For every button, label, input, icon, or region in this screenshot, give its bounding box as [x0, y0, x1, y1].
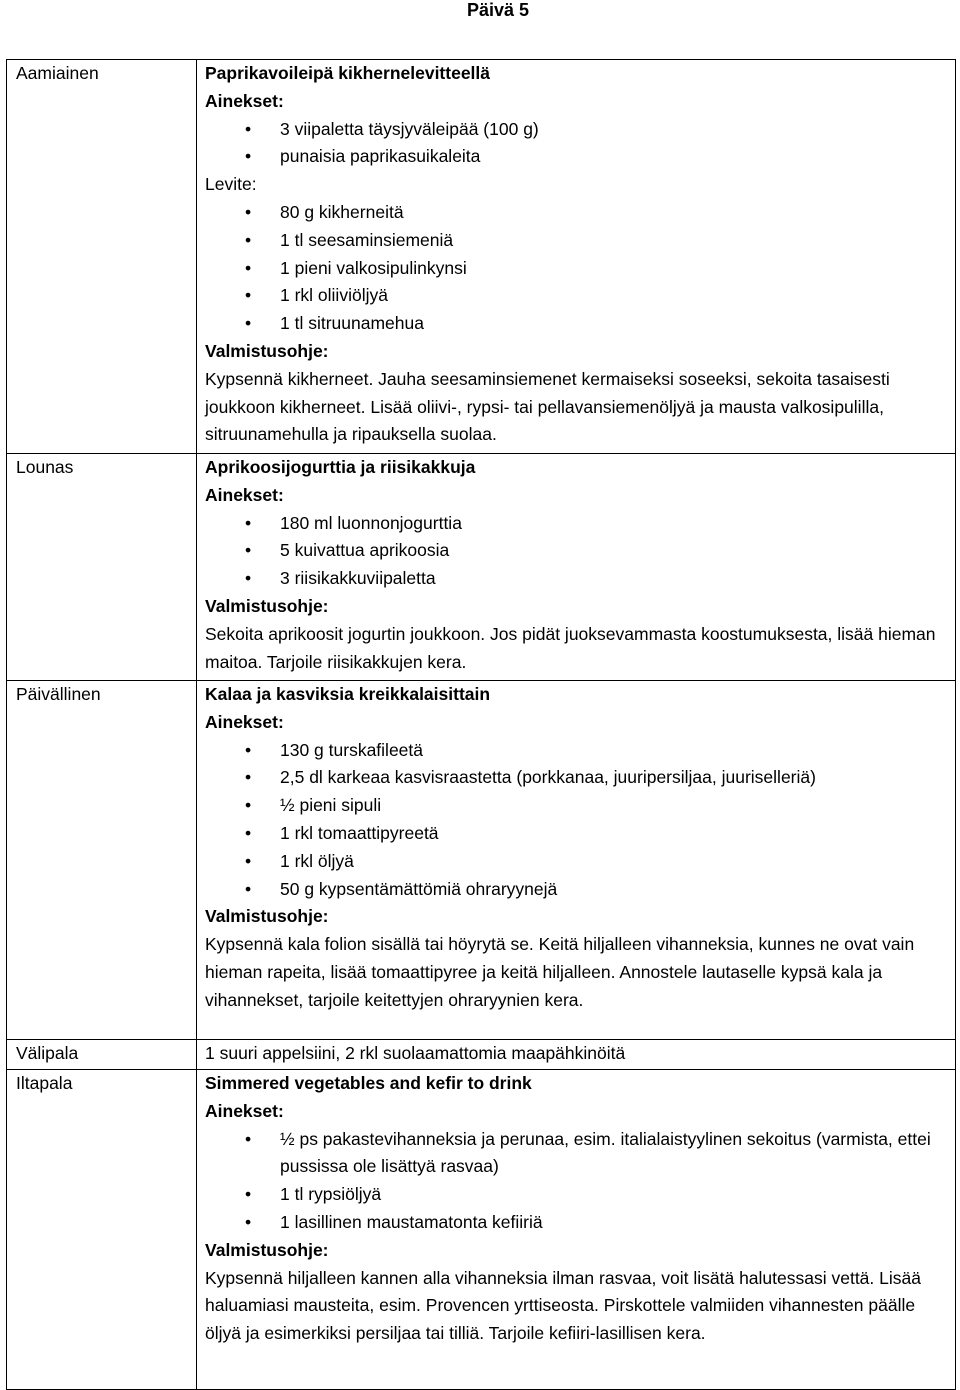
bullet-icon: •: [245, 878, 252, 899]
ingredient-text: 1 tl sitruunamehua: [280, 313, 424, 334]
list-item: [205, 255, 949, 283]
bullet-icon: •: [245, 822, 252, 843]
list-item: [205, 848, 949, 876]
method-label: Valmistusohje:: [205, 595, 329, 616]
meal-name: Iltapala: [7, 1070, 197, 1390]
list-item: [205, 764, 949, 792]
method-text: Kypsennä kikherneet. Jauha seesaminsiemenet kermaiseksi soseeksi, sekoita tasaisesti joukkoon kikherneet. Lisää oliivi-, rypsi- tai pellavansiemenöljyä ja mausta valkosipulilla, sitruunamehulla ja ripauksella suolaa.: [205, 368, 890, 445]
ingredient-text: 80 g kikherneitä: [280, 201, 404, 222]
bullet-icon: •: [245, 739, 252, 760]
bullet-icon: •: [245, 568, 252, 589]
list-item: [205, 1126, 949, 1182]
meal-row-evening-snack: [7, 1070, 956, 1390]
ingredient-list: [205, 116, 949, 172]
list-item: [205, 565, 949, 593]
ingredient-text: 3 viipaletta täysjyväleipää (100 g): [280, 118, 539, 139]
recipe-title: Paprikavoileipä kikhernelevitteellä: [205, 63, 491, 83]
list-item: [205, 510, 949, 538]
list-item: [205, 792, 949, 820]
meal-name: Aamiainen: [7, 60, 197, 454]
ingredients-label: Ainekset:: [205, 711, 284, 732]
method-label: Valmistusohje:: [205, 906, 329, 927]
list-item: [205, 199, 949, 227]
ingredient-list: [205, 1126, 949, 1237]
ingredient-text: 2,5 dl karkeaa kasvisraastetta (porkkanaa, juuripersiljaa, juuriselleriä): [280, 767, 816, 788]
bullet-icon: •: [245, 313, 252, 334]
meal-name: Lounas: [7, 454, 197, 681]
ingredient-text: 180 ml luonnonjogurttia: [280, 512, 462, 533]
bullet-icon: •: [245, 1184, 252, 1205]
spread-list: [205, 199, 949, 338]
ingredient-text: 130 g turskafileetä: [280, 739, 424, 760]
list-item: [205, 876, 949, 904]
bullet-icon: •: [245, 257, 252, 278]
method-text: Sekoita aprikoosit jogurtin joukkoon. Jos pidät juoksevammasta koostumuksesta, lisää hieman maitoa. Tarjoile riisikakkujen kera.: [205, 623, 936, 672]
ingredient-list: [205, 510, 949, 593]
list-item: [205, 1181, 949, 1209]
bullet-icon: •: [245, 285, 252, 306]
bullet-icon: •: [245, 767, 252, 788]
recipe-title: Kalaa ja kasviksia kreikkalaisittain: [205, 684, 491, 704]
recipe-title: Simmered vegetables and kefir to drink: [205, 1073, 532, 1093]
ingredients-label: Ainekset:: [205, 484, 284, 505]
ingredient-text: ½ ps pakastevihanneksia ja perunaa, esim. italialaistyylinen sekoitus (varmista, ettei pussissa ole lisättyä rasvaa): [280, 1128, 931, 1177]
list-item: [205, 1209, 949, 1237]
meal-content: [197, 1040, 956, 1070]
method-text: Kypsennä kala folion sisällä tai höyrytä se. Keitä hiljalleen vihanneksia, kunnes ne ovat vain hieman rapeita, lisää tomaattipyree ja keitä hiljalleen. Annostele lautaselle kypsä kala ja vihannekset, tarjoile keitettyjen ohraryynien kera.: [205, 934, 915, 1010]
meal-content: [197, 454, 956, 681]
ingredient-text: 1 lasillinen maustamatonta kefiiriä: [280, 1211, 543, 1232]
list-item: [205, 737, 949, 765]
ingredient-list: [205, 737, 949, 904]
meal-row-breakfast: [7, 60, 956, 454]
meal-name: Välipala: [7, 1040, 197, 1070]
method-label: Valmistusohje:: [205, 340, 329, 361]
bullet-icon: •: [245, 229, 252, 250]
meal-content: [197, 1070, 956, 1390]
ingredient-text: 1 rkl oliiviöljyä: [280, 285, 388, 306]
ingredient-text: 50 g kypsentämättömiä ohraryynejä: [280, 878, 558, 899]
meal-row-snack: [7, 1040, 956, 1070]
ingredient-text: 5 kuivattua aprikoosia: [280, 540, 450, 561]
bullet-icon: •: [245, 118, 252, 139]
spread-label: Levite:: [205, 174, 257, 195]
meal-content: [197, 60, 956, 454]
bullet-icon: •: [245, 201, 252, 222]
ingredient-text: 1 tl seesaminsiemeniä: [280, 229, 454, 250]
ingredient-text: 1 tl rypsiöljyä: [280, 1184, 382, 1205]
meal-name: Päivällinen: [7, 681, 197, 1040]
bullet-icon: •: [245, 850, 252, 871]
meal-content: [197, 681, 956, 1040]
page-title: Päivä 5: [466, 0, 530, 20]
list-item: [205, 143, 949, 171]
bullet-icon: •: [245, 146, 252, 167]
ingredient-text: 1 rkl öljyä: [280, 850, 354, 871]
ingredients-label: Ainekset:: [205, 90, 284, 111]
list-item: [205, 116, 949, 144]
ingredient-text: ½ pieni sipuli: [280, 795, 382, 816]
method-text: Kypsennä hiljalleen kannen alla vihanneksia ilman rasvaa, voit lisätä halutessasi vettä. Lisää haluamiasi mausteita, esim. Provencen yrttiseosta. Pirskottele valmiiden vihannesten päälle öljyä ja esimerkiksi persiljaa tai tilliä. Tarjoile kefiiri-lasillisen kera.: [205, 1267, 921, 1344]
bullet-icon: •: [245, 512, 252, 533]
recipe-title: Aprikoosijogurttia ja riisikakkuja: [205, 457, 476, 477]
ingredient-text: 1 pieni valkosipulinkynsi: [280, 257, 467, 278]
method-label: Valmistusohje:: [205, 1239, 329, 1260]
bullet-icon: •: [245, 540, 252, 561]
ingredient-text: 1 rkl tomaattipyreetä: [280, 822, 439, 843]
list-item: [205, 820, 949, 848]
list-item: [205, 282, 949, 310]
meal-row-dinner: [7, 681, 956, 1040]
bullet-icon: •: [245, 1211, 252, 1232]
meal-row-lunch: [7, 454, 956, 681]
snack-text: 1 suuri appelsiini, 2 rkl suolaamattomia maapähkinöitä: [205, 1043, 626, 1063]
list-item: [205, 310, 949, 338]
list-item: [205, 537, 949, 565]
ingredient-text: 3 riisikakkuviipaletta: [280, 568, 436, 589]
list-item: [205, 227, 949, 255]
ingredient-text: punaisia paprikasuikaleita: [280, 146, 481, 167]
meal-plan-table: [6, 59, 956, 1390]
bullet-icon: •: [245, 795, 252, 816]
ingredients-label: Ainekset:: [205, 1100, 284, 1121]
bullet-icon: •: [245, 1128, 252, 1149]
